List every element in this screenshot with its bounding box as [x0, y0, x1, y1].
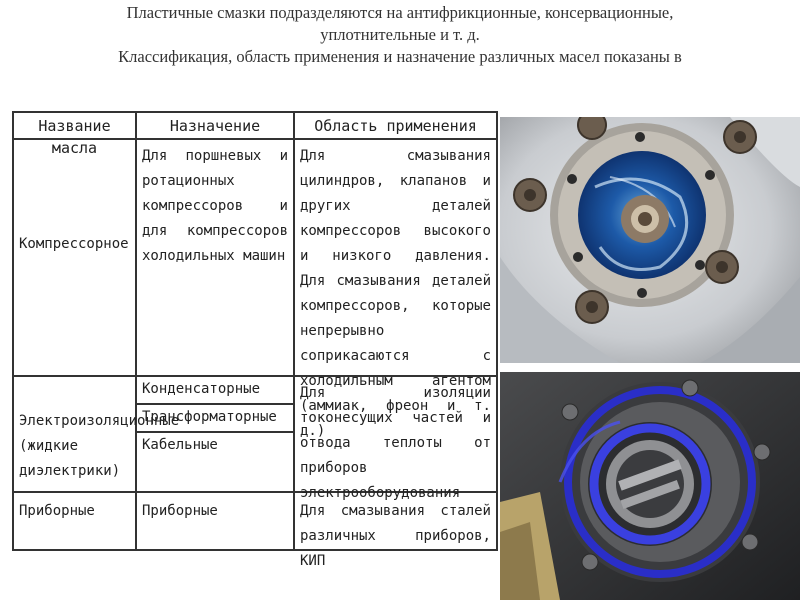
cell-instrument-area: Для смазывания сталей различных приборов, КИП — [300, 503, 491, 569]
cell-compressor-purpose: Для поршневых и ротационных компрессоров и для компрессоров холодильных машин — [142, 148, 288, 264]
intro-text — [0, 2, 800, 68]
cell-insulating-purpose-1: Конденсаторные — [142, 381, 261, 397]
cell-insulating-name: Электроизоляционные (жидкие диэлектрики) — [19, 413, 180, 479]
oil-classification-table — [12, 111, 498, 569]
intro-line-2: уплотнительные и т. д. — [320, 25, 480, 44]
header-area: Область применения — [314, 117, 477, 135]
cell-compressor-name: Компрессорное — [19, 236, 129, 252]
header-oil-name: Название масла — [38, 117, 111, 157]
intro-line-3: Классификация, область применения и назначение различных масел показаны в — [118, 47, 682, 66]
cell-insulating-purpose-3: Кабельные — [142, 437, 218, 453]
wheel-hub-grease-photo — [500, 117, 800, 363]
cell-instrument-purpose: Приборные — [142, 503, 218, 519]
bearing-grease-photo — [500, 372, 800, 600]
cell-compressor-area: Для смазывания цилиндров, клапанов и других деталей компрессоров высокого и низкого давления. Для смазывания деталей компрессоров, которые непрерывно соприкасаются с холодильным агентом (аммиак, фреон и т. д.) — [300, 148, 491, 439]
intro-line-1: Пластичные смазки подразделяются на антифрикционные, консервационные, — [126, 3, 674, 22]
cell-insulating-area: Для изоляции токонесущих частей и отвода теплоты от приборов электрооборудования — [300, 385, 491, 501]
cell-instrument-name: Приборные — [19, 503, 95, 519]
cell-insulating-purpose-2: Трансформаторные — [142, 409, 277, 425]
header-purpose: Назначение — [169, 117, 261, 135]
